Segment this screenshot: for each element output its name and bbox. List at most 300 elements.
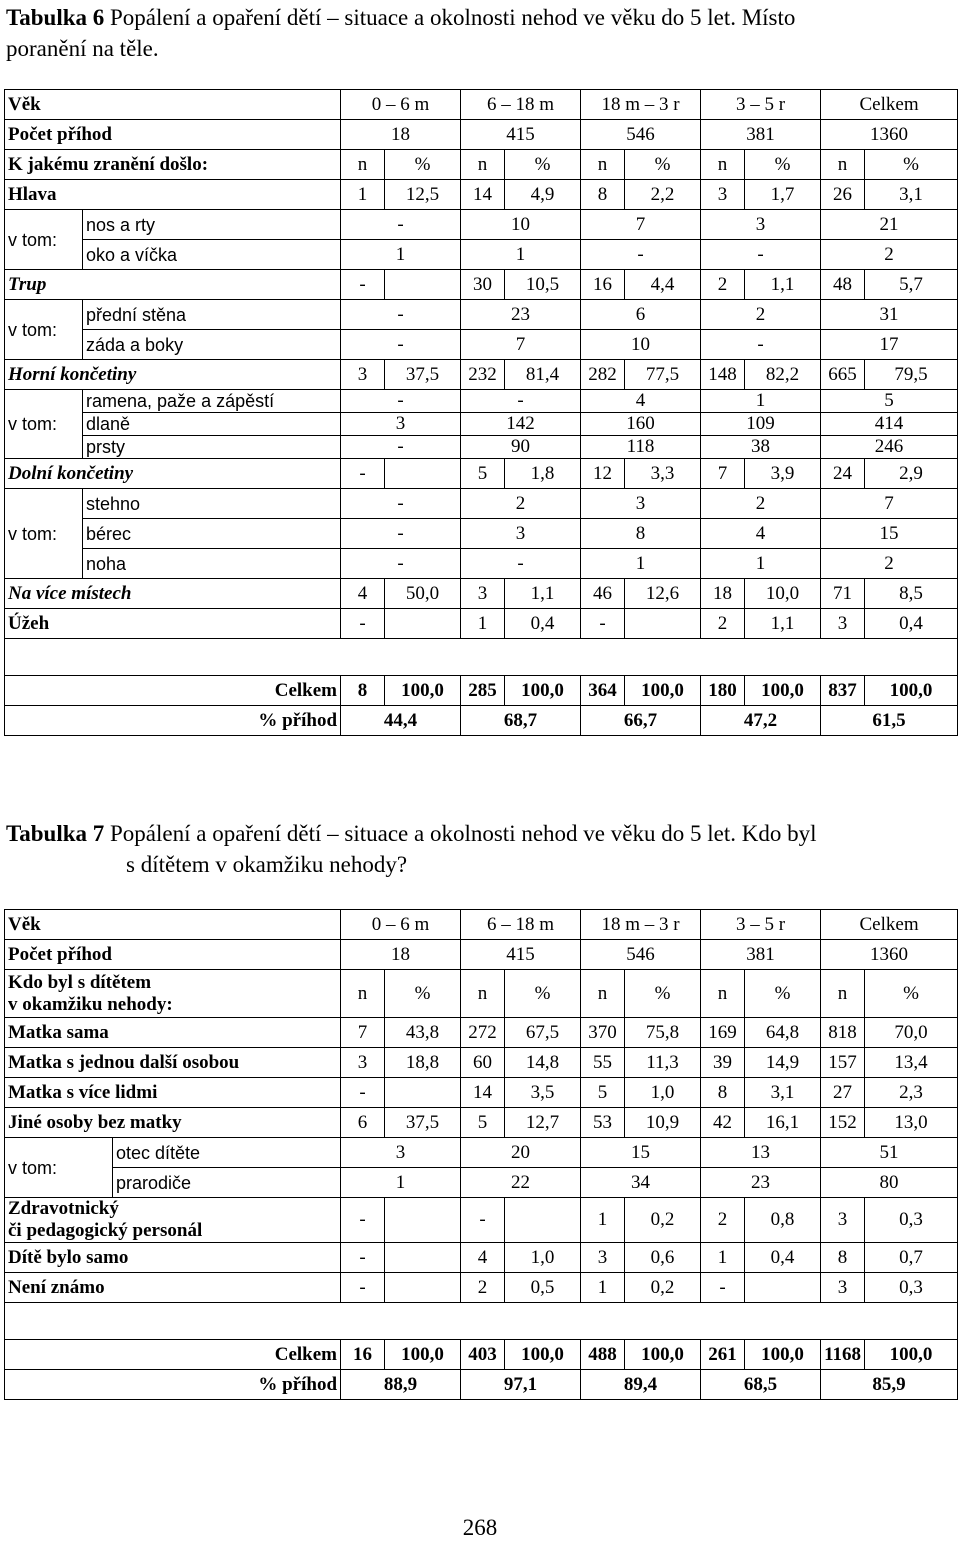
table6-subheader-label: K jakému zranění došlo: (5, 150, 341, 180)
table-cell: 43,8 (385, 1018, 461, 1048)
table-cell: 2 (701, 489, 821, 519)
table-cell: 3,9 (745, 459, 821, 489)
vtom-label: v tom: (5, 300, 83, 360)
table-cell: 61,5 (821, 706, 958, 736)
table-cell: n (341, 150, 385, 180)
table-cell: 0,7 (865, 1243, 958, 1273)
table-gap-row (5, 639, 958, 676)
sub-row-label: noha (83, 549, 341, 579)
table-cell: 23 (461, 300, 581, 330)
table-cell: 0,4 (505, 609, 581, 639)
table-cell: 100,0 (505, 1340, 581, 1370)
vtom-label: v tom: (5, 390, 83, 459)
total-label: Celkem (5, 676, 341, 706)
table-row (5, 1273, 958, 1303)
table-cell: 3 (821, 1198, 865, 1243)
table-cell: 4 (341, 579, 385, 609)
table7-caption (6, 818, 816, 880)
table-cell: 89,4 (581, 1370, 701, 1400)
row-label-line: Zdravotnický (8, 1198, 119, 1219)
row-label: Na více místech (5, 579, 341, 609)
sub-row-label: otec dítěte (113, 1138, 341, 1168)
table-cell: 46 (581, 579, 625, 609)
table-cell: 82,2 (745, 360, 821, 390)
table-row (5, 413, 958, 436)
table-cell: - (701, 1273, 745, 1303)
table7-col-header: 3 – 5 r (701, 910, 821, 940)
table-cell: 12,7 (505, 1108, 581, 1138)
table-row (5, 1198, 958, 1243)
table-cell: 1,7 (745, 180, 821, 210)
table-row (5, 1078, 958, 1108)
row-label: Jiné osoby bez matky (5, 1108, 341, 1138)
table-cell: 24 (821, 459, 865, 489)
table-cell: 7 (341, 1018, 385, 1048)
table-cell (385, 459, 461, 489)
table-cell: 3 (341, 413, 461, 436)
table-row (5, 210, 958, 240)
table7-count-cell: 18 (341, 940, 461, 970)
row-label: Hlava (5, 180, 341, 210)
table-cell: 5 (461, 1108, 505, 1138)
table-cell (385, 609, 461, 639)
table-cell: 75,8 (625, 1018, 701, 1048)
table-cell: 0,3 (865, 1198, 958, 1243)
table-cell: 2,2 (625, 180, 701, 210)
table-cell: 80 (821, 1168, 958, 1198)
table-cell: 85,9 (821, 1370, 958, 1400)
vtom-label: v tom: (5, 1138, 113, 1198)
table7 (4, 909, 958, 1400)
table-cell: 414 (821, 413, 958, 436)
table-cell: 37,5 (385, 360, 461, 390)
sub-row-label: prarodiče (113, 1168, 341, 1198)
table-cell: % (505, 150, 581, 180)
row-label: Matka sama (5, 1018, 341, 1048)
table6-count-cell: 415 (461, 120, 581, 150)
table7-counts-row (5, 940, 958, 970)
row-label (5, 1198, 341, 1243)
table-row (5, 1018, 958, 1048)
table-cell: 6 (341, 1108, 385, 1138)
table-cell: 1 (701, 1243, 745, 1273)
table-row (5, 300, 958, 330)
table6-total-row (5, 676, 958, 706)
table-cell: 15 (581, 1138, 701, 1168)
table6-col-header: Celkem (821, 90, 958, 120)
table-cell: 34 (581, 1168, 701, 1198)
table-cell: - (341, 1078, 385, 1108)
table7-header-row (5, 910, 958, 940)
table-cell: 5,7 (865, 270, 958, 300)
table-cell: 3 (581, 1243, 625, 1273)
table-cell: 42 (701, 1108, 745, 1138)
table6 (4, 89, 958, 736)
table-cell: 10 (461, 210, 581, 240)
row-label: Dítě bylo samo (5, 1243, 341, 1273)
table-cell: 152 (821, 1108, 865, 1138)
table6-count-cell: 1360 (821, 120, 958, 150)
table-cell: n (581, 150, 625, 180)
table-cell: 13 (701, 1138, 821, 1168)
table-cell: 67,5 (505, 1018, 581, 1048)
table-cell: 4,9 (505, 180, 581, 210)
table7-caption-label: Tabulka 7 (6, 821, 105, 846)
table-cell: 100,0 (865, 676, 958, 706)
table-cell: 837 (821, 676, 865, 706)
table-cell: 81,4 (505, 360, 581, 390)
table-cell: 68,7 (461, 706, 581, 736)
table-cell: 16 (581, 270, 625, 300)
table-cell: 15 (821, 519, 958, 549)
table-cell: 51 (821, 1138, 958, 1168)
table-cell: 100,0 (625, 676, 701, 706)
table-cell: 818 (821, 1018, 865, 1048)
table-row (5, 330, 958, 360)
row-label: Matka s více lidmi (5, 1078, 341, 1108)
sub-row-label: dlaně (83, 413, 341, 436)
table-cell: 38 (701, 436, 821, 459)
table7-total-row (5, 1340, 958, 1370)
page-number: 268 (462, 1515, 498, 1540)
table-cell: 64,8 (745, 1018, 821, 1048)
table-cell: n (341, 970, 385, 1018)
table-cell: - (341, 270, 385, 300)
table7-subheader-label (5, 970, 341, 1018)
table-cell: 118 (581, 436, 701, 459)
table-cell: 88,9 (341, 1370, 461, 1400)
table-cell: 90 (461, 436, 581, 459)
table-cell: n (581, 970, 625, 1018)
table-row (5, 180, 958, 210)
table-cell: - (341, 459, 385, 489)
table-cell: 364 (581, 676, 625, 706)
table-cell (385, 1273, 461, 1303)
table-cell: % (745, 970, 821, 1018)
table-cell: 11,3 (625, 1048, 701, 1078)
table-cell: - (341, 609, 385, 639)
table-cell: 79,5 (865, 360, 958, 390)
table-cell: 488 (581, 1340, 625, 1370)
table-cell: - (701, 240, 821, 270)
table-row (5, 360, 958, 390)
table-cell: 60 (461, 1048, 505, 1078)
table-row (5, 459, 958, 489)
table-cell: 68,5 (701, 1370, 821, 1400)
table-cell: 2 (461, 1273, 505, 1303)
table-row (5, 1138, 958, 1168)
table-cell: 6 (581, 300, 701, 330)
table-cell: 3 (461, 519, 581, 549)
table-row (5, 436, 958, 459)
table-cell: 0,8 (745, 1198, 821, 1243)
table-cell: - (341, 549, 461, 579)
table7-pct-row (5, 1370, 958, 1400)
table-cell: - (341, 330, 461, 360)
pct-label: % příhod (5, 1370, 341, 1400)
table-row (5, 519, 958, 549)
row-label: Trup (5, 270, 341, 300)
table6-col-header: 6 – 18 m (461, 90, 581, 120)
table-cell (385, 270, 461, 300)
table-cell: 3,1 (745, 1078, 821, 1108)
table-cell: 8 (581, 519, 701, 549)
table6-count-cell: 18 (341, 120, 461, 150)
table-cell: 14,8 (505, 1048, 581, 1078)
table-cell: 4 (701, 519, 821, 549)
table-cell: 4 (581, 390, 701, 413)
table-cell: 1168 (821, 1340, 865, 1370)
table-cell: 665 (821, 360, 865, 390)
table-cell (745, 1273, 821, 1303)
table-cell: 2 (821, 240, 958, 270)
table-cell: 7 (461, 330, 581, 360)
row-label: Matka s jednou další osobou (5, 1048, 341, 1078)
table-row (5, 240, 958, 270)
table-cell: 13,4 (865, 1048, 958, 1078)
table-row (5, 609, 958, 639)
table-cell: 180 (701, 676, 745, 706)
table-cell: % (865, 970, 958, 1018)
table-cell: 142 (461, 413, 581, 436)
table-cell: 0,2 (625, 1198, 701, 1243)
empty-cell (5, 639, 958, 676)
table-cell: 70,0 (865, 1018, 958, 1048)
sub-row-label: stehno (83, 489, 341, 519)
table-cell: - (461, 1198, 505, 1243)
table-cell: n (701, 150, 745, 180)
table6-col-header: 3 – 5 r (701, 90, 821, 120)
table-cell: 157 (821, 1048, 865, 1078)
table-cell: 14 (461, 1078, 505, 1108)
table-cell: 1 (461, 609, 505, 639)
table-cell: 1 (461, 240, 581, 270)
table-row (5, 1048, 958, 1078)
table-cell: % (625, 150, 701, 180)
table-cell: 1,1 (745, 270, 821, 300)
table-gap-row (5, 1303, 958, 1340)
table-cell: 1 (701, 390, 821, 413)
table-cell: 272 (461, 1018, 505, 1048)
table-cell: 100,0 (385, 1340, 461, 1370)
table-cell: 39 (701, 1048, 745, 1078)
table-cell: 100,0 (625, 1340, 701, 1370)
table-cell: 22 (461, 1168, 581, 1198)
table-cell (385, 1078, 461, 1108)
table-cell: 109 (701, 413, 821, 436)
table-cell: 148 (701, 360, 745, 390)
table-cell: - (341, 1198, 385, 1243)
table-cell: n (461, 150, 505, 180)
table-cell: - (341, 436, 461, 459)
table-cell: n (821, 150, 865, 180)
row-label: Dolní končetiny (5, 459, 341, 489)
table-cell: 370 (581, 1018, 625, 1048)
table-cell: 8 (341, 676, 385, 706)
table-cell: 100,0 (745, 1340, 821, 1370)
table-row (5, 270, 958, 300)
table-cell: 1 (581, 1273, 625, 1303)
table-cell: 7 (581, 210, 701, 240)
table6-subheader-row (5, 150, 958, 180)
table-cell: 3,3 (625, 459, 701, 489)
table-cell (385, 1243, 461, 1273)
table-cell: 285 (461, 676, 505, 706)
table-cell: - (341, 1273, 385, 1303)
table6-col-header: 18 m – 3 r (581, 90, 701, 120)
table-cell: 5 (821, 390, 958, 413)
table-cell: 14,9 (745, 1048, 821, 1078)
table-row (5, 1243, 958, 1273)
table-cell: 12,5 (385, 180, 461, 210)
table-cell: 1,8 (505, 459, 581, 489)
table6-count-cell: 546 (581, 120, 701, 150)
table-cell: - (341, 390, 461, 413)
table-cell (625, 609, 701, 639)
table-cell: 0,4 (865, 609, 958, 639)
table-cell: 3 (701, 180, 745, 210)
table-cell: n (701, 970, 745, 1018)
table7-col-header: Celkem (821, 910, 958, 940)
sub-row-label: bérec (83, 519, 341, 549)
vtom-label: v tom: (5, 210, 83, 270)
table-cell: 8 (581, 180, 625, 210)
table-cell: 31 (821, 300, 958, 330)
table-cell: 1,1 (745, 609, 821, 639)
table-cell: 27 (821, 1078, 865, 1108)
table-cell: - (461, 390, 581, 413)
table-cell: 2 (701, 609, 745, 639)
table6-col-header: 0 – 6 m (341, 90, 461, 120)
table-cell: 100,0 (745, 676, 821, 706)
table-cell: 2,3 (865, 1078, 958, 1108)
table7-subheader-label-1: Kdo byl s dítětem (8, 971, 152, 993)
table6-counts-row (5, 120, 958, 150)
table-cell: 48 (821, 270, 865, 300)
table-row (5, 489, 958, 519)
table-cell: 1 (701, 549, 821, 579)
table-cell: - (341, 519, 461, 549)
table-cell: 1 (341, 180, 385, 210)
table7-count-cell: 415 (461, 940, 581, 970)
table-cell: 0,5 (505, 1273, 581, 1303)
table6-caption-label: Tabulka 6 (6, 5, 105, 30)
sub-row-label: oko a víčka (83, 240, 341, 270)
table-cell: 100,0 (865, 1340, 958, 1370)
table-cell: - (581, 240, 701, 270)
table-cell: 2 (821, 549, 958, 579)
table-cell: % (385, 970, 461, 1018)
table-row (5, 1108, 958, 1138)
table-cell: 13,0 (865, 1108, 958, 1138)
table7-caption-text-2: s dítětem v okamžiku nehody? (126, 852, 408, 877)
table-row (5, 1168, 958, 1198)
table-cell: 3 (461, 579, 505, 609)
table7-subheader-label-2: v okamžiku nehody: (8, 993, 173, 1015)
table-cell: 3 (341, 1138, 461, 1168)
table7-header-label: Věk (5, 910, 341, 940)
table-cell: 1,0 (505, 1243, 581, 1273)
row-label: Horní končetiny (5, 360, 341, 390)
table-cell: 47,2 (701, 706, 821, 736)
table-cell: 8 (821, 1243, 865, 1273)
row-label: Není známo (5, 1273, 341, 1303)
table-cell: 160 (581, 413, 701, 436)
table-cell: 0,3 (865, 1273, 958, 1303)
table-cell: - (701, 330, 821, 360)
table-cell: 1 (581, 1198, 625, 1243)
table-cell: % (505, 970, 581, 1018)
sub-row-label: nos a rty (83, 210, 341, 240)
table-cell: % (865, 150, 958, 180)
table-cell: 26 (821, 180, 865, 210)
table-cell: 282 (581, 360, 625, 390)
table7-col-header: 18 m – 3 r (581, 910, 701, 940)
table-cell: 0,6 (625, 1243, 701, 1273)
table-cell: - (341, 1243, 385, 1273)
table-cell: 2 (701, 1198, 745, 1243)
table-cell: n (461, 970, 505, 1018)
table-row (5, 579, 958, 609)
table-cell: 232 (461, 360, 505, 390)
table6-counts-label: Počet příhod (5, 120, 341, 150)
table-cell: 261 (701, 1340, 745, 1370)
table-cell: 4 (461, 1243, 505, 1273)
table-cell: % (625, 970, 701, 1018)
table6-caption-text-2: poranění na těle. (6, 36, 159, 61)
table-cell: - (461, 549, 581, 579)
table-cell: 2,9 (865, 459, 958, 489)
table7-col-header: 0 – 6 m (341, 910, 461, 940)
table-cell: 3 (821, 609, 865, 639)
table-cell: 7 (821, 489, 958, 519)
table-cell: 20 (461, 1138, 581, 1168)
table-cell: 4,4 (625, 270, 701, 300)
table-cell: 7 (701, 459, 745, 489)
table7-count-cell: 1360 (821, 940, 958, 970)
table-cell: 16 (341, 1340, 385, 1370)
table-cell: 1 (341, 240, 461, 270)
table-cell: 5 (581, 1078, 625, 1108)
table-cell: 3 (821, 1273, 865, 1303)
table-cell: - (341, 210, 461, 240)
table7-count-cell: 381 (701, 940, 821, 970)
table-cell: 100,0 (505, 676, 581, 706)
table-cell: 17 (821, 330, 958, 360)
table-cell: 1,0 (625, 1078, 701, 1108)
table-cell: 71 (821, 579, 865, 609)
table-cell: 403 (461, 1340, 505, 1370)
table-cell: 10,0 (745, 579, 821, 609)
vtom-label: v tom: (5, 489, 83, 579)
table-cell: 10,5 (505, 270, 581, 300)
table-cell: 2 (701, 300, 821, 330)
table-cell: 3 (341, 1048, 385, 1078)
table-cell: 18,8 (385, 1048, 461, 1078)
table-cell: 16,1 (745, 1108, 821, 1138)
table-cell: % (385, 150, 461, 180)
table-cell: 21 (821, 210, 958, 240)
table7-count-cell: 546 (581, 940, 701, 970)
table-cell: 3 (341, 360, 385, 390)
row-label: Úžeh (5, 609, 341, 639)
table-cell: 77,5 (625, 360, 701, 390)
table-cell: 12 (581, 459, 625, 489)
table-cell: - (341, 300, 461, 330)
table-cell: 8,5 (865, 579, 958, 609)
table-cell: 18 (701, 579, 745, 609)
table6-caption-text: Popálení a opaření dětí – situace a okolnosti nehod ve věku do 5 let. Místo (104, 5, 796, 30)
